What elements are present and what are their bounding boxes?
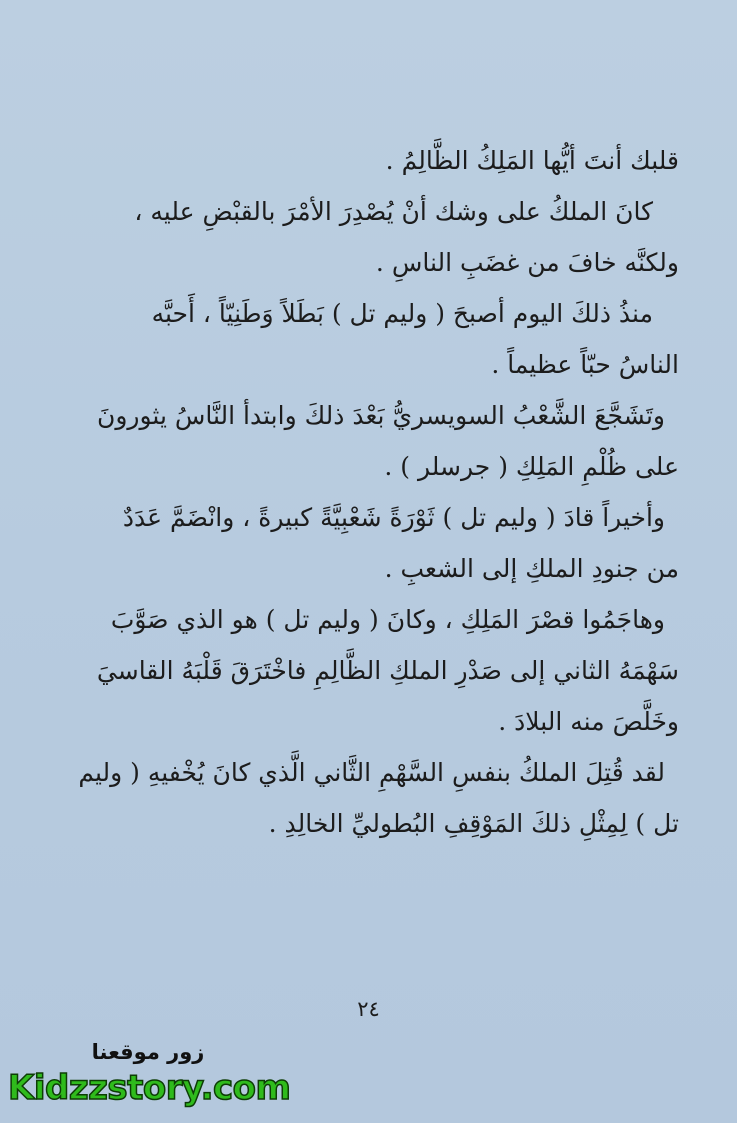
text-line-9: من جنودِ الملكِ إلى الشعبِ .: [384, 554, 679, 583]
text-line-8: وأخيراً قادَ ( وليم تل ) ثَوْرَةً شَعْبِيَّةً كبيرةً ، وانْضَمَّ عَدَدٌ: [122, 503, 665, 532]
text-line-12: وخَلَّصَ منه البلادَ .: [498, 707, 679, 736]
text-line-14: تل ) لِمِثْلِ ذلكَ المَوْقِفِ البُطوليِّ الخالِدِ .: [268, 809, 679, 838]
text-line-13: لقد قُتِلَ الملكُ بنفسِ السَّهْمِ الثَّاني الَّذي كانَ يُخْفيهِ ( وليم: [78, 758, 665, 787]
watermark-site-name: Kidzzstory.com: [8, 1068, 291, 1108]
text-line-6: وتَشَجَّعَ الشَّعْبُ السويسريُّ بَعْدَ ذلكَ وابتدأ النَّاسُ يثورونَ: [97, 401, 665, 430]
text-line-3: ولكنَّه خافَ من غضَبِ الناسِ .: [375, 248, 679, 277]
page-number: ٢٤: [357, 997, 380, 1021]
site-watermark: [8, 1040, 291, 1120]
text-line-10: وهاجَمُوا قصْرَ المَلِكِ ، وكانَ ( وليم تل ) هو الذي صَوَّبَ: [110, 605, 665, 634]
text-line-7: على ظُلْمِ المَلِكِ ( جرسلر ) .: [384, 452, 679, 481]
text-line-4: منذُ ذلكَ اليوم أصبحَ ( وليم تل ) بَطَلاً وَطَنِيّاً ، أَحبَّه: [151, 299, 653, 328]
text-line-2: كانَ الملكُ على وشك أنْ يُصْدِرَ الأمْرَ بالقبْضِ عليه ،: [134, 197, 653, 226]
text-line-5: الناسُ حبّاً عظيماً .: [491, 350, 679, 379]
text-line-11: سَهْمَهُ الثاني إلى صَدْرِ الملكِ الظَّالِمِ فاخْتَرَقَ قَلْبَهُ القاسيَ: [96, 656, 679, 685]
watermark-visit-text: زور موقعنا: [91, 1040, 205, 1064]
story-text: [54, 135, 679, 849]
text-line-1: قلبك أنتَ أيُّها المَلِكُ الظَّالِمُ .: [385, 146, 679, 175]
